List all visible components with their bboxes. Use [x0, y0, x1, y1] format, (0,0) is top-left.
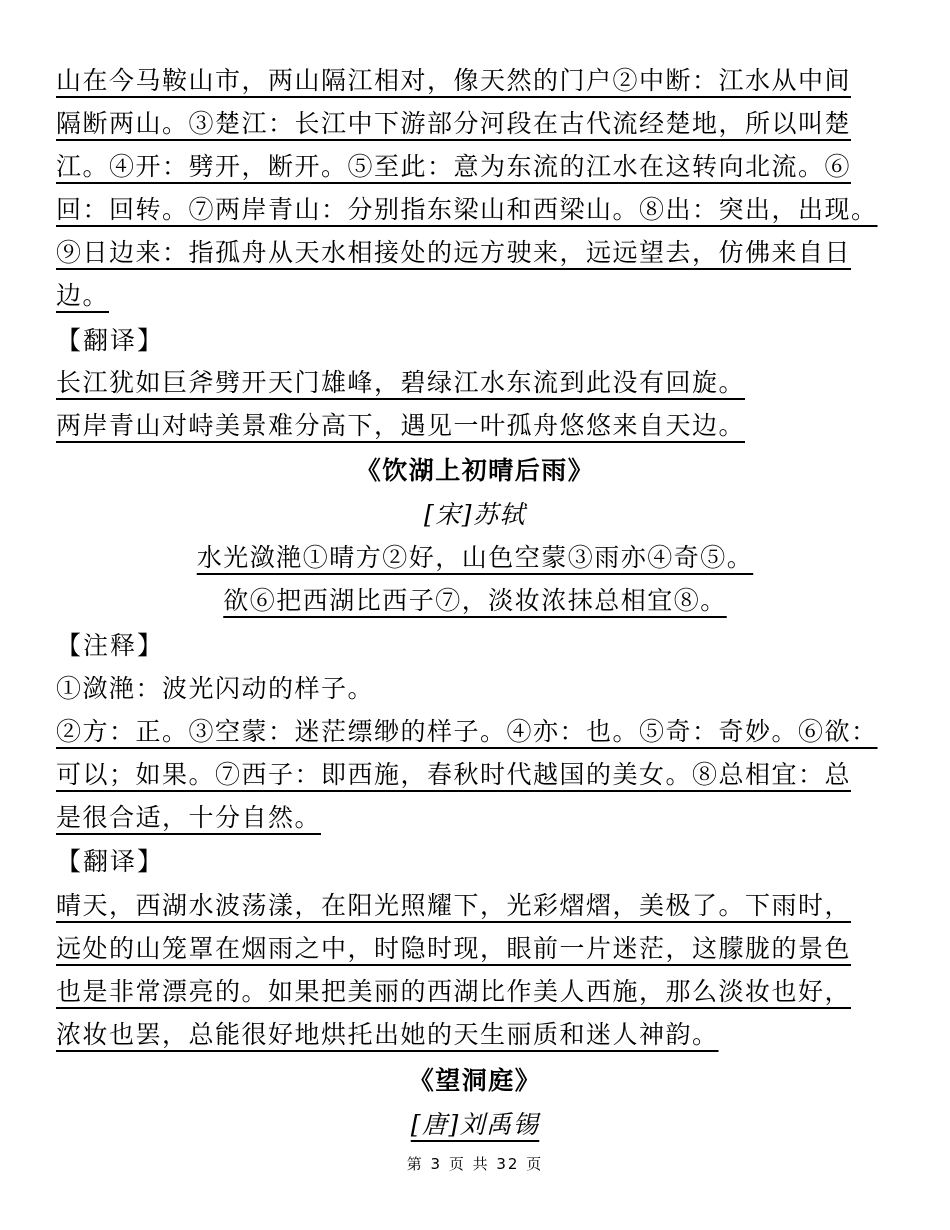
translation-line: 长江犹如巨斧劈开天门雄峰，碧绿江水东流到此没有回旋。: [56, 368, 746, 397]
annotation-line: ⑨日边来：指孤舟从天水相接处的远方驶来，远远望去，仿佛来自日: [56, 238, 852, 267]
translation-line: 远处的山笼罩在烟雨之中，时隐时现，眼前一片迷茫，这朦胧的景色: [56, 934, 852, 963]
annotation-line: 江。④开：劈开，断开。⑤至此：意为东流的江水在这转向北流。⑥: [56, 152, 852, 181]
annotation-line: 山在今马鞍山市，两山隔江相对，像天然的门户②中断：江水从中间: [56, 66, 852, 95]
annotation-line: 回：回转。⑦两岸青山：分别指东梁山和西梁山。⑧出：突出，出现。: [56, 195, 878, 224]
note-line: ②方：正。③空蒙：迷茫缥缈的样子。④亦：也。⑤奇：奇妙。⑥欲：: [56, 717, 878, 746]
note-line: 可以；如果。⑦西子：即西施，春秋时代越国的美女。⑧总相宜：总: [56, 760, 852, 789]
poem-author: [唐]刘禹锡: [410, 1110, 540, 1139]
poem-line-text: 欲⑥把西湖比西子⑦，淡妆浓抹总相宜⑧。: [223, 586, 727, 615]
poem-author: [宋]苏轼: [423, 500, 526, 529]
page-footer: 第 3 页 共 32 页: [406, 1155, 544, 1173]
annotation-line: 隔断两山。③楚江：长江中下游部分河段在古代流经楚地，所以叫楚: [56, 109, 852, 138]
poem-title: 《饮湖上初晴后雨》: [355, 456, 595, 485]
notes-heading: 【注释】: [56, 631, 165, 660]
translation-line: 浓妆也罢，总能很好地烘托出她的天生丽质和迷人神韵。: [56, 1020, 719, 1049]
translation-line: 晴天，西湖水波荡漾，在阳光照耀下，光彩熠熠，美极了。下雨时，: [56, 891, 852, 920]
annotation-line: 边。: [56, 281, 110, 310]
note-line: ①潋滟：波光闪动的样子。: [56, 674, 375, 703]
translation-line: 两岸青山对峙美景难分高下，遇见一叶孤舟悠悠来自天边。: [56, 411, 746, 440]
poem-line-text: 水光潋滟①晴方②好，山色空蒙③雨亦④奇⑤。: [196, 543, 754, 572]
translation-heading: 【翻译】: [56, 847, 165, 876]
poem-author-wrap: [0, 1106, 950, 1144]
note-line: 是很合适，十分自然。: [56, 803, 322, 832]
poem-line: [0, 582, 950, 620]
poem-line: [0, 539, 950, 577]
poem-title: 《望洞庭》: [408, 1066, 542, 1095]
translation-line: 也是非常漂亮的。如果把美丽的西湖比作美人西施，那么淡妆也好，: [56, 977, 852, 1006]
translation-heading: 【翻译】: [56, 326, 165, 355]
